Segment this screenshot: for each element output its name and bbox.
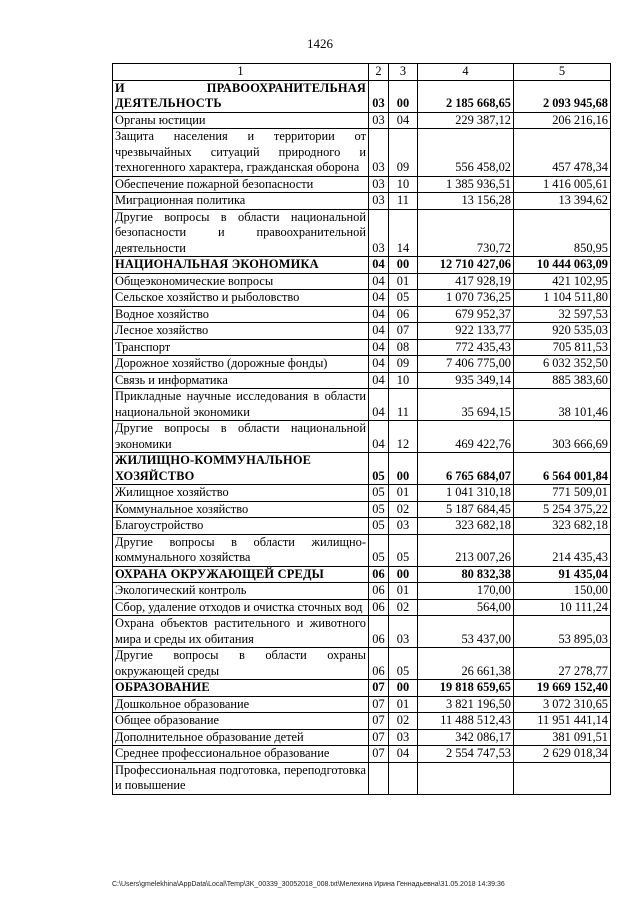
row-name: Транспорт [113,339,369,356]
row-amount-2019: 772 435,43 [418,339,514,356]
row-amount-2019: 13 156,28 [418,193,514,210]
row-name: Другие вопросы в области национальной экономики [113,421,369,453]
row-subsection-code: 05 [389,290,418,307]
table-row [113,713,611,730]
table-row [113,112,611,129]
row-amount-2019: 469 422,76 [418,421,514,453]
row-section-code: 03 [369,129,389,177]
row-subsection-code: 02 [389,501,418,518]
row-name: Миграционная политика [113,193,369,210]
row-amount-2020: 381 091,51 [514,729,611,746]
row-subsection-code: 04 [389,112,418,129]
header-col-3: 3 [389,64,418,81]
row-amount-2020: 11 951 441,14 [514,713,611,730]
table-header-row [113,64,611,81]
header-col-1: 1 [113,64,369,81]
row-amount-2019: 11 488 512,43 [418,713,514,730]
row-name: НАЦИОНАЛЬНАЯ ЭКОНОМИКА [113,257,369,274]
row-name: Прикладные научные исследования в области национальной экономики [113,389,369,421]
row-section-code: 05 [369,453,389,485]
row-subsection-code: 11 [389,193,418,210]
row-name: Экологический контроль [113,583,369,600]
row-subsection-code: 10 [389,176,418,193]
row-amount-2019: 7 406 775,00 [418,356,514,373]
row-amount-2019: 323 682,18 [418,518,514,535]
row-subsection-code: 10 [389,372,418,389]
row-name: Общее образование [113,713,369,730]
row-amount-2019: 213 007,26 [418,534,514,566]
row-amount-2020: 1 416 005,61 [514,176,611,193]
table-row [113,518,611,535]
header-col-4: 4 [418,64,514,81]
row-amount-2020: 6 032 352,50 [514,356,611,373]
table-row [113,616,611,648]
row-subsection-code: 06 [389,306,418,323]
row-amount-2020: 27 278,77 [514,648,611,680]
section-row [113,80,611,112]
row-subsection-code: 05 [389,534,418,566]
row-subsection-code: 01 [389,273,418,290]
row-name: Коммунальное хозяйство [113,501,369,518]
table-row [113,583,611,600]
row-subsection-code [389,762,418,794]
table-row [113,306,611,323]
row-amount-2020: 3 072 310,65 [514,696,611,713]
row-amount-2019: 1 041 310,18 [418,485,514,502]
row-subsection-code: 02 [389,599,418,616]
table-row [113,599,611,616]
row-subsection-code: 07 [389,323,418,340]
row-section-code: 07 [369,680,389,697]
row-name: Дошкольное образование [113,696,369,713]
row-name: Общеэкономические вопросы [113,273,369,290]
row-subsection-code: 03 [389,729,418,746]
row-amount-2020: 13 394,62 [514,193,611,210]
row-amount-2019: 35 694,15 [418,389,514,421]
row-subsection-code: 03 [389,616,418,648]
row-section-code: 06 [369,583,389,600]
row-name: Другие вопросы в области жилищно-коммунального хозяйства [113,534,369,566]
row-section-code: 06 [369,616,389,648]
row-name: Обеспечение пожарной безопасности [113,176,369,193]
table-row [113,372,611,389]
row-amount-2020: 303 666,69 [514,421,611,453]
table-row [113,129,611,177]
row-amount-2020: 91 435,04 [514,566,611,583]
header-col-2: 2 [369,64,389,81]
row-subsection-code: 02 [389,713,418,730]
row-subsection-code: 09 [389,129,418,177]
row-amount-2020: 19 669 152,40 [514,680,611,697]
row-section-code: 04 [369,372,389,389]
row-section-code: 07 [369,729,389,746]
row-name: Органы юстиции [113,112,369,129]
row-amount-2020: 771 509,01 [514,485,611,502]
section-row [113,680,611,697]
row-section-code: 03 [369,80,389,112]
row-subsection-code: 00 [389,566,418,583]
row-section-code: 04 [369,389,389,421]
row-name: ОБРАЗОВАНИЕ [113,680,369,697]
row-amount-2020 [514,762,611,794]
table-row [113,746,611,763]
row-amount-2020: 1 104 511,80 [514,290,611,307]
table-row [113,501,611,518]
section-row [113,257,611,274]
table-row [113,389,611,421]
row-name: Другие вопросы в области национальной безопасности и правоохранительной деятельности [113,209,369,257]
page-number: 1426 [307,36,333,51]
row-amount-2020: 150,00 [514,583,611,600]
row-section-code: 05 [369,534,389,566]
row-name: Среднее профессиональное образование [113,746,369,763]
row-subsection-code: 00 [389,80,418,112]
row-amount-2019: 6 765 684,07 [418,453,514,485]
table-row [113,696,611,713]
table-row [113,421,611,453]
row-section-code [369,762,389,794]
row-name: Дорожное хозяйство (дорожные фонды) [113,356,369,373]
row-section-code: 05 [369,501,389,518]
row-name: Защита населения и территории от чрезвычайных ситуаций природного и техногенного характера, гражданская оборона [113,129,369,177]
row-section-code: 03 [369,176,389,193]
row-subsection-code: 01 [389,485,418,502]
row-name: Профессиональная подготовка, переподготовка и повышение [113,762,369,794]
row-section-code: 03 [369,209,389,257]
row-amount-2019: 556 458,02 [418,129,514,177]
section-row [113,453,611,485]
row-subsection-code: 00 [389,257,418,274]
row-amount-2019: 935 349,14 [418,372,514,389]
table-row [113,762,611,794]
row-section-code: 04 [369,421,389,453]
row-name: И ПРАВООХРАНИТЕЛЬНАЯ ДЕЯТЕЛЬНОСТЬ [113,80,369,112]
table-row [113,339,611,356]
row-amount-2019: 26 661,38 [418,648,514,680]
row-section-code: 03 [369,112,389,129]
table-row [113,290,611,307]
row-amount-2019: 564,00 [418,599,514,616]
row-subsection-code: 01 [389,583,418,600]
row-section-code: 06 [369,566,389,583]
row-amount-2020: 850,95 [514,209,611,257]
row-name: ОХРАНА ОКРУЖАЮЩЕЙ СРЕДЫ [113,566,369,583]
row-amount-2019: 5 187 684,45 [418,501,514,518]
row-amount-2020: 6 564 001,84 [514,453,611,485]
row-amount-2020: 421 102,95 [514,273,611,290]
row-subsection-code: 08 [389,339,418,356]
row-section-code: 06 [369,648,389,680]
table-row [113,176,611,193]
row-amount-2019: 2 554 747,53 [418,746,514,763]
table-row [113,729,611,746]
row-subsection-code: 00 [389,453,418,485]
row-amount-2019: 2 185 668,65 [418,80,514,112]
row-amount-2019: 730,72 [418,209,514,257]
row-name: Сельское хозяйство и рыболовство [113,290,369,307]
row-section-code: 07 [369,696,389,713]
row-name: Лесное хозяйство [113,323,369,340]
row-section-code: 04 [369,273,389,290]
row-name: Охрана объектов растительного и животного мира и среды их обитания [113,616,369,648]
row-name: Жилищное хозяйство [113,485,369,502]
row-amount-2020: 214 435,43 [514,534,611,566]
row-amount-2020: 10 111,24 [514,599,611,616]
row-amount-2020: 920 535,03 [514,323,611,340]
row-subsection-code: 05 [389,648,418,680]
row-amount-2020: 32 597,53 [514,306,611,323]
row-section-code: 04 [369,356,389,373]
row-subsection-code: 00 [389,680,418,697]
table-row [113,323,611,340]
table-row [113,534,611,566]
table-row [113,356,611,373]
table-row [113,273,611,290]
row-amount-2019: 922 133,77 [418,323,514,340]
row-amount-2020: 53 895,03 [514,616,611,648]
row-amount-2019: 679 952,37 [418,306,514,323]
row-amount-2020: 2 629 018,34 [514,746,611,763]
row-section-code: 04 [369,306,389,323]
row-amount-2020: 705 811,53 [514,339,611,356]
row-amount-2019: 170,00 [418,583,514,600]
row-amount-2020: 2 093 945,68 [514,80,611,112]
row-section-code: 05 [369,485,389,502]
row-subsection-code: 11 [389,389,418,421]
row-name: Сбор, удаление отходов и очистка сточных вод [113,599,369,616]
table-body [113,80,611,794]
section-row [113,566,611,583]
row-section-code: 04 [369,257,389,274]
row-amount-2019: 3 821 196,50 [418,696,514,713]
table-row [113,193,611,210]
row-amount-2019: 229 387,12 [418,112,514,129]
row-section-code: 07 [369,713,389,730]
row-amount-2020: 457 478,34 [514,129,611,177]
row-amount-2019: 12 710 427,06 [418,257,514,274]
row-name: ЖИЛИЩНО-КОММУНАЛЬНОЕ ХОЗЯЙСТВО [113,453,369,485]
row-name: Дополнительное образование детей [113,729,369,746]
row-amount-2019: 1 070 736,25 [418,290,514,307]
row-name: Другие вопросы в области охраны окружающей среды [113,648,369,680]
row-amount-2020: 206 216,16 [514,112,611,129]
row-amount-2019: 1 385 936,51 [418,176,514,193]
row-subsection-code: 12 [389,421,418,453]
row-subsection-code: 04 [389,746,418,763]
row-amount-2019: 53 437,00 [418,616,514,648]
row-subsection-code: 14 [389,209,418,257]
row-name: Водное хозяйство [113,306,369,323]
row-amount-2019: 342 086,17 [418,729,514,746]
row-amount-2020: 38 101,46 [514,389,611,421]
row-amount-2019: 80 832,38 [418,566,514,583]
row-amount-2020: 5 254 375,22 [514,501,611,518]
row-name: Связь и информатика [113,372,369,389]
row-section-code: 03 [369,193,389,210]
row-amount-2020: 323 682,18 [514,518,611,535]
row-amount-2020: 885 383,60 [514,372,611,389]
table-row [113,209,611,257]
budget-table [112,63,611,795]
row-amount-2019: 417 928,19 [418,273,514,290]
row-subsection-code: 01 [389,696,418,713]
header-col-5: 5 [514,64,611,81]
row-amount-2020: 10 444 063,09 [514,257,611,274]
row-section-code: 07 [369,746,389,763]
row-section-code: 05 [369,518,389,535]
row-section-code: 04 [369,339,389,356]
table-row [113,648,611,680]
row-section-code: 06 [369,599,389,616]
row-amount-2019: 19 818 659,65 [418,680,514,697]
row-subsection-code: 09 [389,356,418,373]
row-section-code: 04 [369,290,389,307]
footer-file-path: C:\Users\gmelekhina\AppData\Local\Temp\3K_00339_30052018_008.txt\Мелехина Ирина Геннадьевна\31.05.2018 14:39:36 [112,881,505,888]
row-name: Благоустройство [113,518,369,535]
row-section-code: 04 [369,323,389,340]
row-subsection-code: 03 [389,518,418,535]
row-amount-2019 [418,762,514,794]
table-row [113,485,611,502]
